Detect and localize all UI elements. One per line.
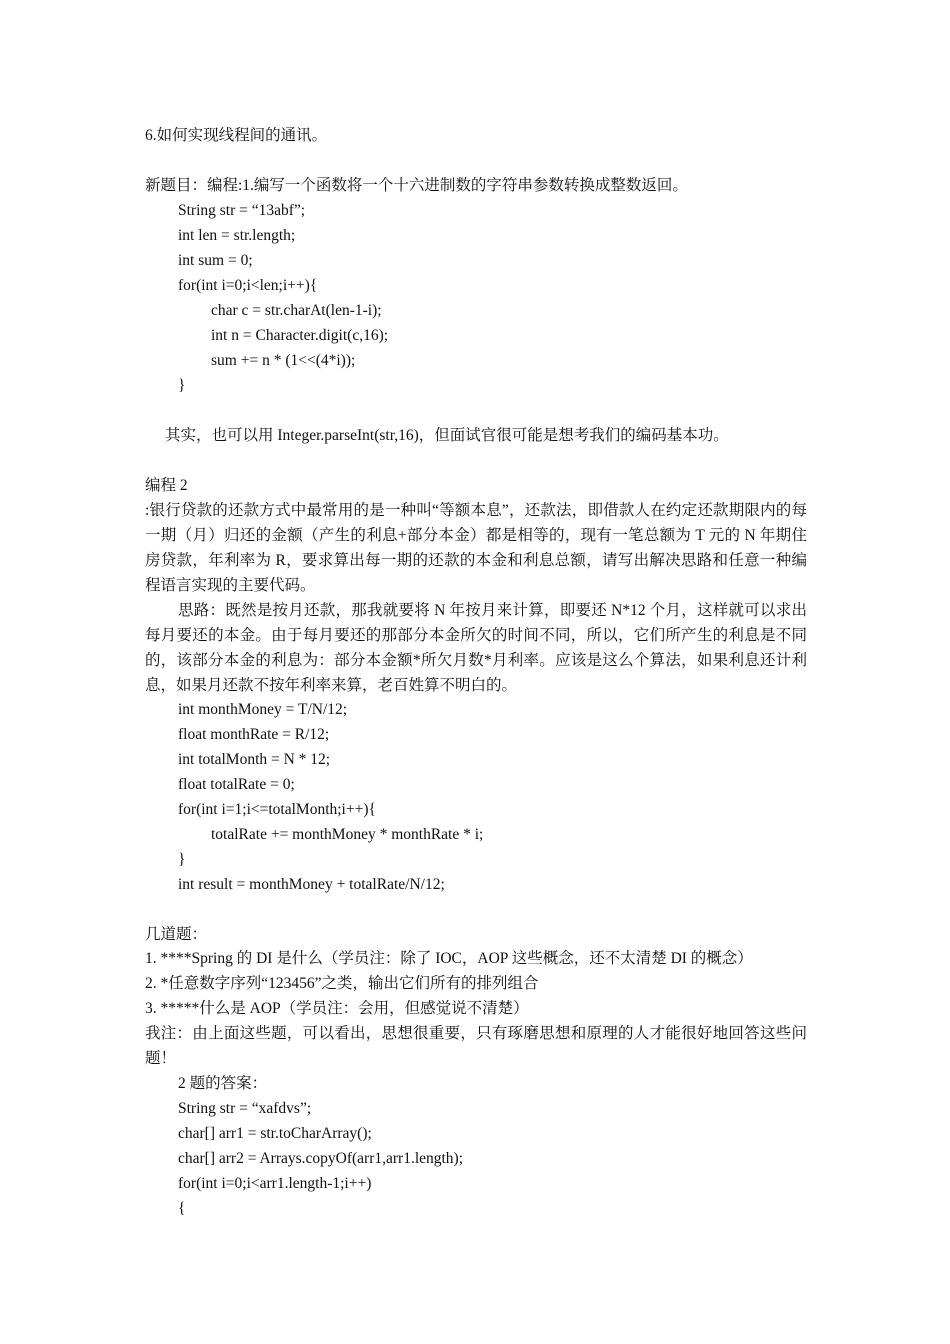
code-line: String str = “13abf”; (178, 202, 306, 219)
code-line: char[] arr2 = Arrays.copyOf(arr1,arr1.length); (178, 1150, 464, 1167)
question-item: 2. *任意数字序列“123456”之类，输出它们所有的排列组合 (145, 975, 539, 992)
code-line: int monthMoney = T/N/12; (178, 701, 348, 718)
code-line: totalRate += monthMoney * monthRate * i; (211, 826, 484, 843)
code-line: int result = monthMoney + totalRate/N/12; (178, 876, 445, 893)
code-line: for(int i=0;i<len;i++){ (178, 277, 318, 294)
few-questions-heading: 几道题： (145, 926, 208, 943)
program-2-idea: 思路：既然是按月还款，那我就要将 N 年按月来计算，即要还 N*12 个月，这样就可以求出每月要还的本金。由于每月要还的那部分本金所欠的时间不同，所以，它们所产生的利息是不同的，该部分本金的利息为：部分本金额*所欠月数*月利率。应该是这么个算法，如果利息还计利息，如果月还款不按年利率来算，老百姓算不明白的。 (145, 602, 807, 694)
code-line: { (178, 1200, 186, 1217)
code-line: float totalRate = 0; (178, 776, 295, 793)
code-line: char c = str.charAt(len-1-i); (211, 302, 382, 319)
code-line: } (178, 851, 186, 868)
note-parseint: 其实，也可以用 Integer.parseInt(str,16)，但面试官很可能是想考我们的编码基本功。 (165, 427, 729, 444)
program-2-description: :银行贷款的还款方式中最常用的是一种叫“等额本息”，还款法，即借款人在约定还款期限内的每一期（月）归还的金额（产生的利息+部分本金）都是相等的，现有一笔总额为 T 元的 N 年期住房贷款，年利率为 R，要求算出每一期的还款的本金和利息总额，请写出解决思路和任意一种编程语言实现的主要代码。 (145, 502, 807, 594)
code-line: int sum = 0; (178, 252, 253, 269)
author-note: 我注：由上面这些题，可以看出，思想很重要，只有琢磨思想和原理的人才能很好地回答这些问题！ (145, 1025, 807, 1067)
question-6: 6.如何实现线程间的通讯。 (145, 127, 328, 144)
answer-2-title: 2 题的答案： (178, 1075, 268, 1092)
code-line: int n = Character.digit(c,16); (211, 327, 389, 344)
code-line: sum += n * (1<<(4*i)); (211, 352, 356, 369)
program-2-title: 编程 2 (145, 477, 188, 494)
question-item: 3. *****什么是 AOP（学员注：会用，但感觉说不清楚） (145, 1000, 529, 1017)
code-line: for(int i=0;i<arr1.length-1;i++) (178, 1175, 372, 1192)
question-item: 1. ****Spring 的 DI 是什么（学员注：除了 IOC，AOP 这些概念，还不太清楚 DI 的概念） (145, 950, 753, 967)
code-line: for(int i=1;i<=totalMonth;i++){ (178, 801, 376, 818)
new-topic-heading: 新题目：编程:1.编写一个函数将一个十六进制数的字符串参数转换成整数返回。 (145, 177, 688, 194)
code-line: int totalMonth = N * 12; (178, 751, 331, 768)
code-line: } (178, 377, 186, 394)
code-line: int len = str.length; (178, 227, 296, 244)
code-line: char[] arr1 = str.toCharArray(); (178, 1125, 372, 1142)
code-line: String str = “xafdvs”; (178, 1100, 312, 1117)
code-line: float monthRate = R/12; (178, 726, 330, 743)
